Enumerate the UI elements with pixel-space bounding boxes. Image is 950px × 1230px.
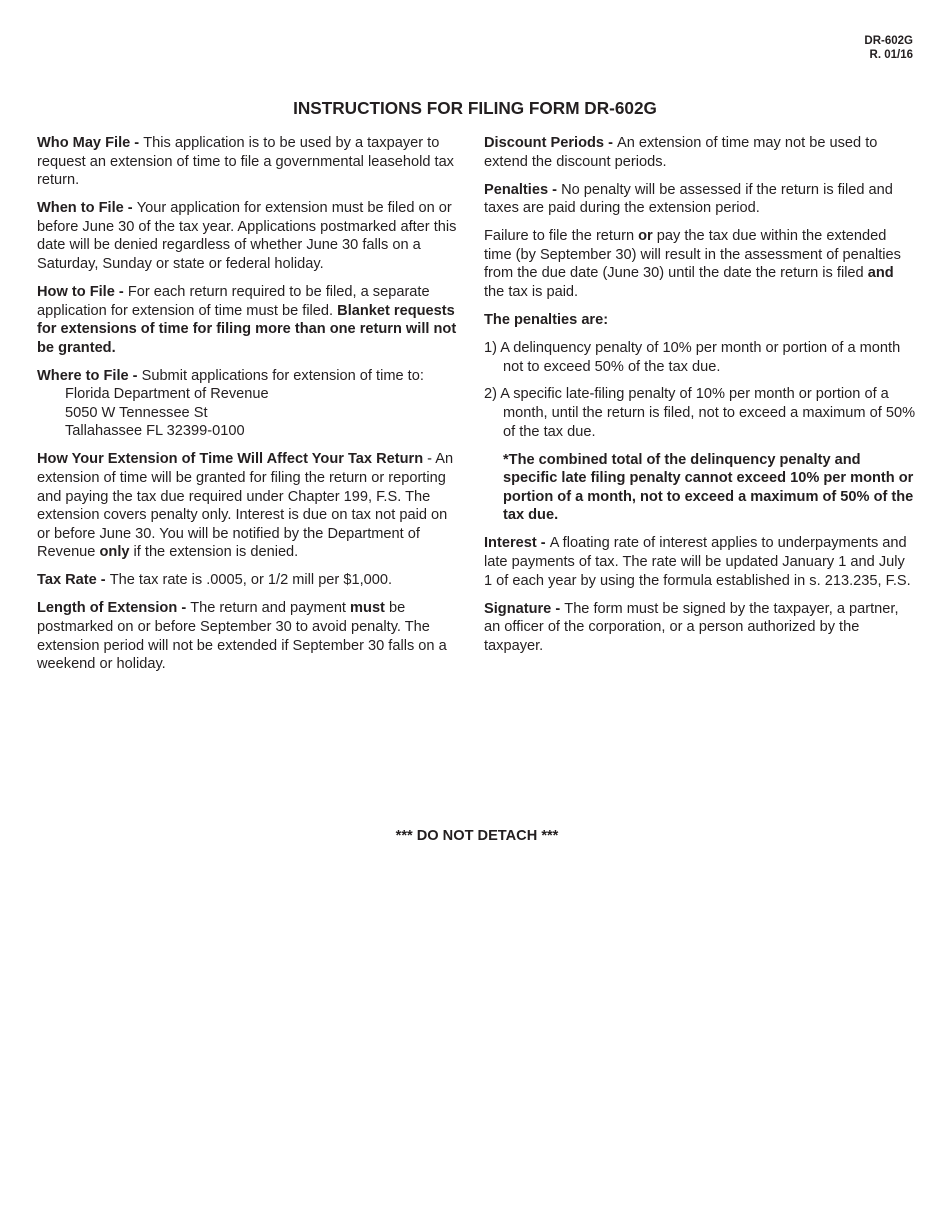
- signature-label: Signature -: [484, 600, 565, 617]
- failure-bold-and: and: [867, 265, 894, 282]
- where-to-file-label: Where to File -: [37, 367, 142, 384]
- page-title: INSTRUCTIONS FOR FILING FORM DR-602G: [293, 98, 657, 118]
- where-to-file-section: [37, 367, 461, 441]
- penalties-are-heading: [484, 311, 916, 330]
- form-identifier: [864, 34, 913, 62]
- address-line-2: 5050 W Tennessee St: [65, 404, 208, 421]
- tax-rate-section: [37, 571, 461, 590]
- address-line-1: Florida Department of Revenue: [65, 386, 269, 403]
- extension-effect-label: How Your Extension of Time Will Affect Your Tax Return: [37, 451, 424, 468]
- penalties-text: No penalty will be assessed if the return is filed and taxes are paid during the extension period.: [484, 181, 893, 217]
- combined-penalty-note: *The combined total of the delinquency penalty and specific late filing penalty cannot exceed 10% per month or portion of a month, not to exceed a maximum of 50% of the tax due.: [503, 451, 914, 524]
- penalties-label: Penalties -: [484, 181, 562, 198]
- length-of-extension-section: [37, 599, 461, 673]
- penalties-section: [484, 181, 916, 218]
- how-to-file-label: How to File -: [37, 283, 128, 300]
- discount-periods-text: An extension of time may not be used to extend the discount periods.: [484, 135, 878, 170]
- failure-text-1: Failure to file the return: [484, 228, 639, 245]
- left-column: [37, 134, 461, 683]
- how-to-file-text: For each return required to be filed, a separate application for extension of time must be filed.: [37, 283, 430, 319]
- failure-text-2: pay the tax due within the extended time (by September 30) will result in the assessment of penalties from the due date (June 30) until the date the return is filed: [484, 228, 901, 282]
- interest-text: A floating rate of interest applies to underpayments and late payments of tax. The rate will be updated January 1 and July 1 of each year by using the formula established in s. 213.235, F.S.: [484, 535, 911, 589]
- discount-periods-label: Discount Periods -: [484, 135, 617, 151]
- interest-section: [484, 534, 916, 590]
- failure-to-file-section: [484, 227, 916, 301]
- extension-effect-text-1: - An extension of time will be granted for filing the return or reporting and paying the tax due required under Chapter 199, F.S. The extension covers penalty only. Interest is due on tax not paid on or before June 30. You will be notified by the Department of Revenue: [37, 451, 454, 561]
- extension-effect-text-2: if the extension is denied.: [129, 544, 299, 561]
- how-to-file-section: [37, 283, 461, 357]
- tax-rate-label: Tax Rate -: [37, 572, 110, 589]
- signature-section: [484, 600, 916, 656]
- extension-effect-section: [37, 450, 461, 562]
- form-number: DR-602G: [864, 35, 913, 47]
- penalty-list-item-1: 1) A delinquency penalty of 10% per month or portion of a month not to exceed 50% of the tax due.: [484, 339, 901, 375]
- who-may-file-section: [37, 134, 461, 190]
- when-to-file-section: [37, 199, 461, 273]
- who-may-file-label: Who May File -: [37, 135, 144, 151]
- where-to-file-text: Submit applications for extension of time to:: [141, 367, 424, 384]
- right-column: [484, 134, 916, 665]
- extension-effect-bold: only: [99, 544, 130, 561]
- length-of-extension-bold: must: [350, 600, 385, 617]
- length-of-extension-label: Length of Extension -: [37, 600, 191, 617]
- length-of-extension-text-2: be postmarked on or before September 30 to avoid penalty. The extension period will not be extended if September 30 falls on a weekend or holiday.: [37, 600, 447, 673]
- discount-periods-section: [484, 134, 916, 171]
- when-to-file-text: Your application for extension must be filed on or before June 30 of the tax year. Applications postmarked after this date will be denied regardless of whether June 30 falls on a Saturday, Sunday or state or federal holiday.: [37, 200, 457, 272]
- failure-bold-or: or: [638, 228, 653, 245]
- tax-rate-text: The tax rate is .0005, or 1/2 mill per $1,000.: [109, 572, 393, 589]
- do-not-detach-notice: *** DO NOT DETACH ***: [395, 828, 559, 844]
- how-to-file-bold-text: Blanket requests for extensions of time for filing more than one return will not be granted.: [37, 302, 457, 356]
- penalties-are-label: The penalties are:: [484, 311, 609, 328]
- who-may-file-text: This application is to be used by a taxpayer to request an extension of time to file a governmental leasehold tax return.: [37, 135, 454, 189]
- signature-text: The form must be signed by the taxpayer, a partner, an officer of the corporation, or a person authorized by the taxpayer.: [484, 600, 899, 654]
- form-revision: R. 01/16: [869, 49, 913, 61]
- length-of-extension-text-1: The return and payment: [190, 600, 351, 617]
- penalty-list-item-2: 2) A specific late-filing penalty of 10% per month or portion of a month, until the return is filed, not to exceed a maximum of 50% of the tax due.: [484, 386, 916, 440]
- when-to-file-label: When to File -: [37, 200, 137, 217]
- failure-text-3: the tax is paid.: [484, 283, 579, 300]
- interest-label: Interest -: [484, 535, 550, 552]
- address-line-3: Tallahassee FL 32399-0100: [65, 423, 245, 440]
